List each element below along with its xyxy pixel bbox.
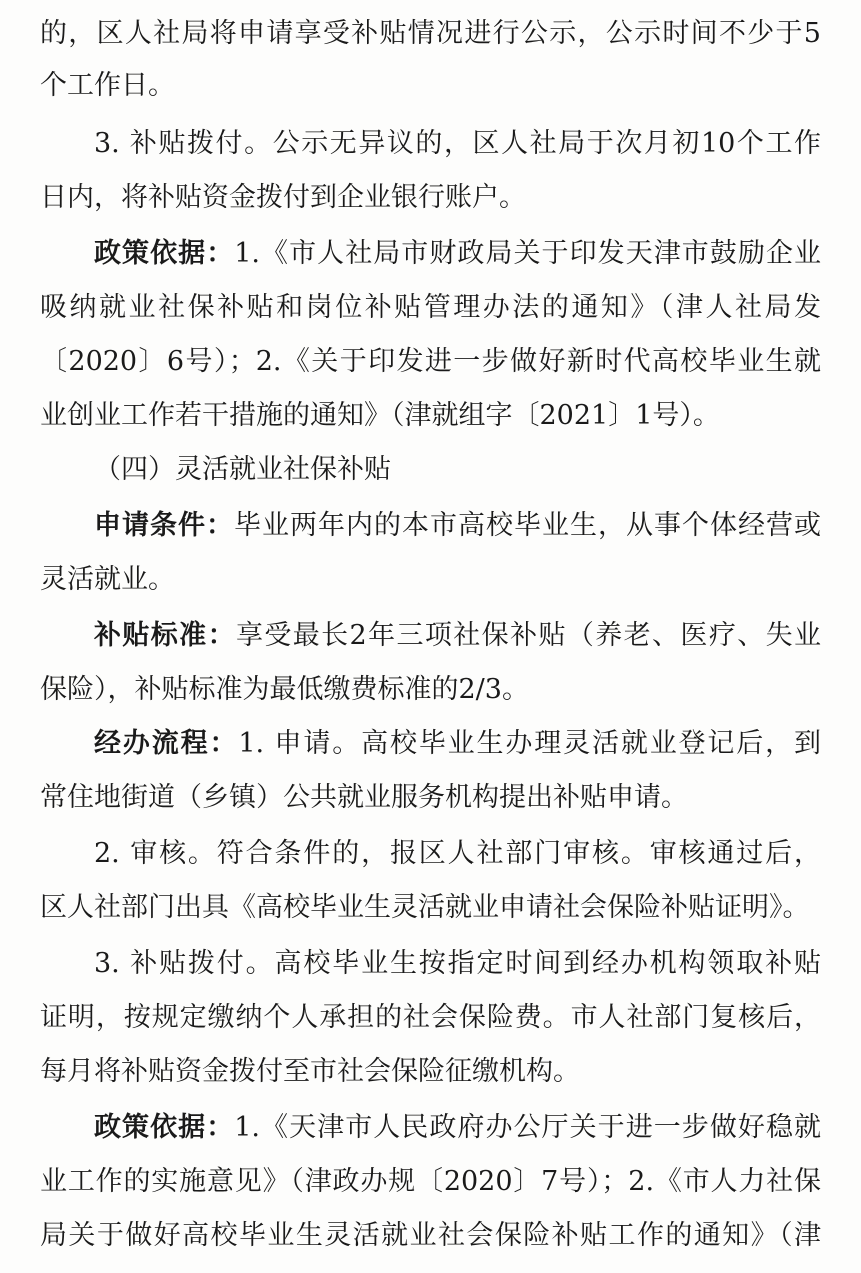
text-line — [0, 282, 821, 334]
line-text: 个工作日。 — [40, 70, 175, 101]
text-line — [0, 882, 821, 934]
line-text: 1.《天津市人民政府办公厅关于进一步做好稳就 — [234, 1112, 821, 1143]
text-line — [0, 500, 821, 552]
line-text: 毕业两年内的本市高校毕业生，从事个体经营或 — [234, 510, 821, 541]
section-label: 政策依据： — [94, 238, 235, 269]
text-line — [0, 118, 821, 170]
section-label: 补贴标准： — [94, 620, 236, 651]
text-line — [0, 772, 821, 824]
text-line — [0, 554, 821, 606]
line-text: 享受最长2年三项社保补贴（养老、医疗、失业 — [235, 620, 821, 651]
line-text: 1. 申请。高校毕业生办理灵活就业登记后，到 — [238, 728, 821, 759]
text-line — [0, 60, 821, 112]
text-line — [0, 992, 821, 1044]
line-text: 证明，按规定缴纳个人承担的社会保险费。市人社部门复核后， — [40, 1002, 821, 1033]
line-text: 局关于做好高校毕业生灵活就业社会保险补贴工作的通知》（津 — [40, 1220, 821, 1251]
line-text: 业创业工作若干措施的通知》（津就组字〔2021〕1号）。 — [40, 400, 720, 431]
text-line — [0, 390, 821, 442]
line-text: 吸纳就业社保补贴和岗位补贴管理办法的通知》（津人社局发 — [40, 292, 821, 323]
text-line — [0, 172, 821, 224]
section-label: 政策依据： — [94, 1112, 235, 1143]
section-label: 申请条件： — [94, 510, 234, 541]
line-text: 3. 补贴拨付。公示无异议的，区人社局于次月初10个工作 — [94, 128, 821, 159]
line-text: 1.《市人社局市财政局关于印发天津市鼓励企业 — [234, 238, 821, 269]
section-heading-text: （四）灵活就业社保补贴 — [94, 454, 391, 485]
text-line — [0, 718, 821, 770]
text-line — [0, 1102, 821, 1154]
text-line — [0, 828, 821, 880]
text-line — [0, 8, 821, 60]
text-line — [0, 1046, 821, 1098]
text-line — [0, 664, 821, 716]
line-text: 保险），补贴标准为最低缴费标准的2/3。 — [40, 674, 529, 705]
line-text: 灵活就业。 — [40, 564, 175, 595]
text-line — [0, 336, 821, 388]
line-text: 每月将补贴资金拨付至市社会保险征缴机构。 — [40, 1056, 580, 1087]
text-line — [0, 938, 821, 990]
section-heading — [0, 444, 821, 496]
line-text: 3. 补贴拨付。高校毕业生按指定时间到经办机构领取补贴 — [94, 948, 821, 979]
text-line — [0, 228, 821, 280]
text-line — [0, 610, 821, 662]
line-text: 业工作的实施意见》（津政办规〔2020〕7号）；2.《市人力社保 — [40, 1166, 821, 1197]
line-text: 日内，将补贴资金拨付到企业银行账户。 — [40, 182, 526, 213]
section-label: 经办流程： — [94, 728, 239, 759]
line-text: 常住地街道（乡镇）公共就业服务机构提出补贴申请。 — [40, 782, 688, 813]
text-line — [0, 1156, 821, 1208]
text-line — [0, 1210, 821, 1262]
line-text: 2. 审核。符合条件的，报区人社部门审核。审核通过后， — [94, 838, 821, 869]
line-text: 〔2020〕6号）；2.《关于印发进一步做好新时代高校毕业生就 — [40, 346, 821, 377]
line-text: 的，区人社局将申请享受补贴情况进行公示，公示时间不少于5 — [40, 18, 821, 49]
line-text: 区人社部门出具《高校毕业生灵活就业申请社会保险补贴证明》。 — [40, 892, 810, 923]
